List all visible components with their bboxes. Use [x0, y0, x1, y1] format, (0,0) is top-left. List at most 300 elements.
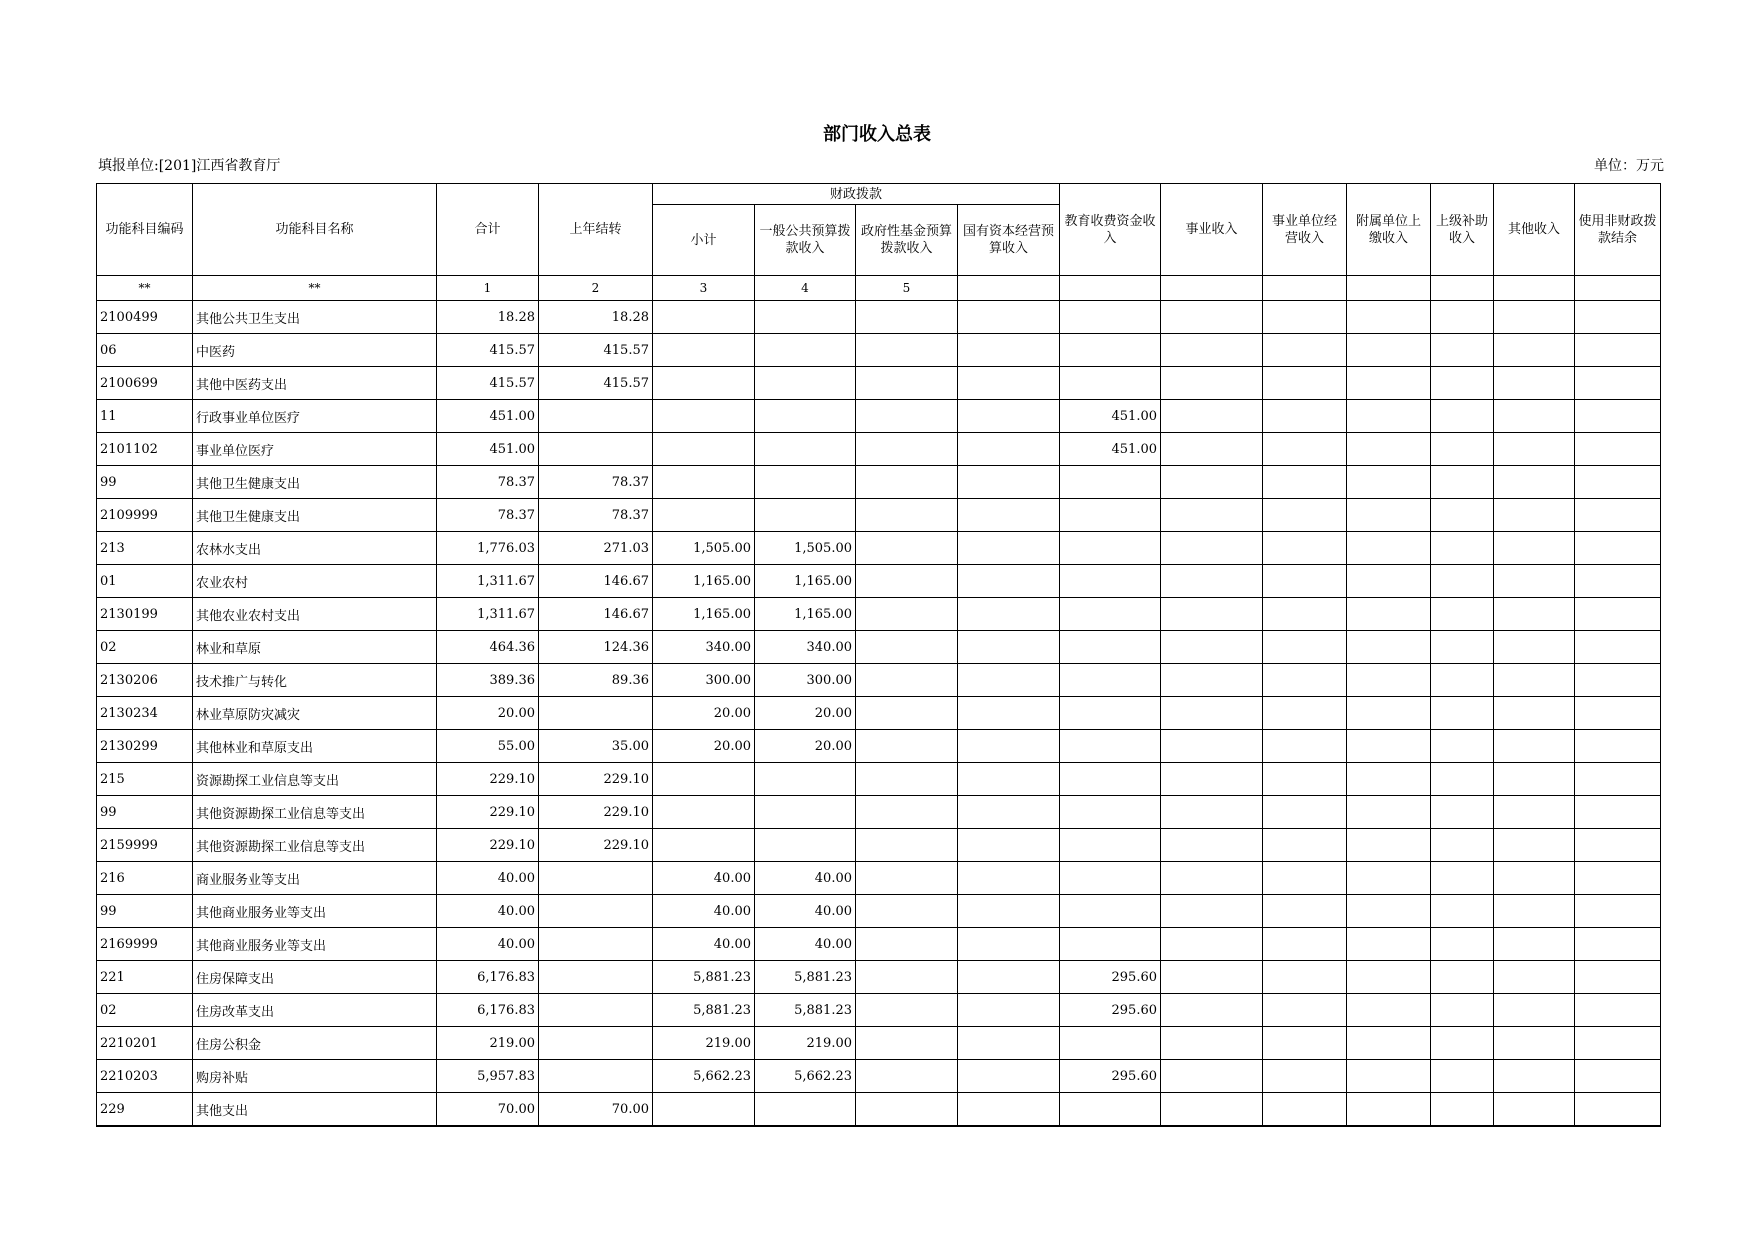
- amount-cell-total: 5,957.83: [437, 1060, 539, 1093]
- amount-cell-total: 219.00: [437, 1027, 539, 1060]
- amount-cell-oper: [1263, 961, 1347, 994]
- amount-cell-fund: [856, 367, 958, 400]
- amount-cell-oper: [1263, 598, 1347, 631]
- amount-cell-total: 18.28: [437, 301, 539, 334]
- function-name-cell: 住房公积金: [193, 1027, 437, 1060]
- index-cell: [1161, 276, 1263, 301]
- amount-cell-oper: [1263, 532, 1347, 565]
- header-subtotal: 小计: [653, 205, 755, 276]
- amount-cell-capital: [958, 730, 1060, 763]
- amount-cell-subtotal: 20.00: [653, 697, 755, 730]
- amount-cell-carryover: 89.36: [539, 664, 653, 697]
- index-cell: 1: [437, 276, 539, 301]
- amount-cell-fund: [856, 1027, 958, 1060]
- amount-cell-total: 229.10: [437, 829, 539, 862]
- function-code-cell: 2130299: [97, 730, 193, 763]
- amount-cell-edu: [1060, 829, 1161, 862]
- amount-cell-subtotal: 5,881.23: [653, 961, 755, 994]
- function-code-cell: 06: [97, 334, 193, 367]
- amount-cell-total: 40.00: [437, 862, 539, 895]
- amount-cell-capital: [958, 862, 1060, 895]
- amount-cell-biz: [1161, 1027, 1263, 1060]
- amount-cell-other: [1494, 400, 1575, 433]
- amount-cell-general: 1,165.00: [755, 598, 856, 631]
- amount-cell-other: [1494, 730, 1575, 763]
- index-cell: 3: [653, 276, 755, 301]
- function-code-cell: 99: [97, 895, 193, 928]
- amount-cell-fund: [856, 532, 958, 565]
- amount-cell-total: 464.36: [437, 631, 539, 664]
- amount-cell-biz: [1161, 631, 1263, 664]
- amount-cell-sub: [1347, 895, 1431, 928]
- amount-cell-edu: 295.60: [1060, 994, 1161, 1027]
- table-row: [97, 334, 1661, 367]
- header-state-capital: 国有资本经营预算收入: [958, 205, 1060, 276]
- amount-cell-capital: [958, 763, 1060, 796]
- amount-cell-nonfis: [1575, 1093, 1661, 1127]
- header-edu-fee: 教育收费资金收入: [1060, 184, 1161, 276]
- amount-cell-subtotal: 1,505.00: [653, 532, 755, 565]
- amount-cell-general: [755, 466, 856, 499]
- amount-cell-edu: [1060, 367, 1161, 400]
- amount-cell-nonfis: [1575, 763, 1661, 796]
- header-subsidiary: 附属单位上缴收入: [1347, 184, 1431, 276]
- amount-cell-subtotal: 40.00: [653, 862, 755, 895]
- amount-cell-biz: [1161, 1093, 1263, 1127]
- function-code-cell: 2100499: [97, 301, 193, 334]
- amount-cell-subtotal: [653, 1093, 755, 1127]
- function-code-cell: 2130234: [97, 697, 193, 730]
- amount-cell-general: [755, 499, 856, 532]
- amount-cell-subtotal: 219.00: [653, 1027, 755, 1060]
- function-name-cell: 其他资源勘探工业信息等支出: [193, 796, 437, 829]
- table-row: [97, 730, 1661, 763]
- function-name-cell: 其他公共卫生支出: [193, 301, 437, 334]
- amount-cell-oper: [1263, 829, 1347, 862]
- table-row: [97, 895, 1661, 928]
- amount-cell-other: [1494, 829, 1575, 862]
- amount-cell-oper: [1263, 466, 1347, 499]
- index-cell: 4: [755, 276, 856, 301]
- amount-cell-subtotal: [653, 433, 755, 466]
- amount-cell-general: 40.00: [755, 895, 856, 928]
- function-code-cell: 2130199: [97, 598, 193, 631]
- amount-cell-fund: [856, 433, 958, 466]
- amount-cell-fund: [856, 928, 958, 961]
- amount-cell-subtotal: 40.00: [653, 928, 755, 961]
- amount-cell-biz: [1161, 565, 1263, 598]
- amount-cell-sub: [1347, 565, 1431, 598]
- amount-cell-capital: [958, 1060, 1060, 1093]
- table-row: [97, 664, 1661, 697]
- amount-cell-carryover: 124.36: [539, 631, 653, 664]
- amount-cell-general: [755, 400, 856, 433]
- amount-cell-oper: [1263, 367, 1347, 400]
- amount-cell-edu: [1060, 598, 1161, 631]
- index-cell: [1347, 276, 1431, 301]
- amount-cell-edu: [1060, 862, 1161, 895]
- amount-cell-biz: [1161, 994, 1263, 1027]
- table-row: [97, 796, 1661, 829]
- amount-cell-other: [1494, 466, 1575, 499]
- amount-cell-edu: 295.60: [1060, 961, 1161, 994]
- function-code-cell: 213: [97, 532, 193, 565]
- amount-cell-nonfis: [1575, 895, 1661, 928]
- amount-cell-carryover: 146.67: [539, 565, 653, 598]
- amount-cell-biz: [1161, 697, 1263, 730]
- amount-cell-sub: [1347, 994, 1431, 1027]
- amount-cell-total: 78.37: [437, 499, 539, 532]
- amount-cell-capital: [958, 664, 1060, 697]
- amount-cell-oper: [1263, 664, 1347, 697]
- header-carryover: 上年结转: [539, 184, 653, 276]
- table-row: [97, 367, 1661, 400]
- amount-cell-other: [1494, 862, 1575, 895]
- amount-cell-capital: [958, 1093, 1060, 1127]
- amount-cell-capital: [958, 697, 1060, 730]
- function-name-cell: 其他支出: [193, 1093, 437, 1127]
- amount-cell-fund: [856, 499, 958, 532]
- amount-cell-total: 229.10: [437, 763, 539, 796]
- index-cell: [1431, 276, 1494, 301]
- amount-cell-general: [755, 433, 856, 466]
- amount-cell-edu: [1060, 334, 1161, 367]
- amount-cell-subtotal: [653, 301, 755, 334]
- amount-cell-total: 40.00: [437, 895, 539, 928]
- amount-cell-capital: [958, 565, 1060, 598]
- amount-cell-capital: [958, 499, 1060, 532]
- amount-cell-carryover: 78.37: [539, 466, 653, 499]
- amount-cell-total: 415.57: [437, 367, 539, 400]
- amount-cell-other: [1494, 565, 1575, 598]
- currency-unit: 单位：万元: [1594, 158, 1664, 174]
- amount-cell-biz: [1161, 895, 1263, 928]
- function-name-cell: 中医药: [193, 334, 437, 367]
- header-name: 功能科目名称: [193, 184, 437, 276]
- amount-cell-nonfis: [1575, 598, 1661, 631]
- function-code-cell: 2169999: [97, 928, 193, 961]
- amount-cell-carryover: 78.37: [539, 499, 653, 532]
- amount-cell-edu: [1060, 697, 1161, 730]
- amount-cell-biz: [1161, 334, 1263, 367]
- amount-cell-sup: [1431, 895, 1494, 928]
- amount-cell-other: [1494, 367, 1575, 400]
- amount-cell-sub: [1347, 598, 1431, 631]
- index-cell: [1494, 276, 1575, 301]
- amount-cell-fund: [856, 1060, 958, 1093]
- function-code-cell: 2210201: [97, 1027, 193, 1060]
- index-cell: 2: [539, 276, 653, 301]
- amount-cell-edu: [1060, 796, 1161, 829]
- function-name-cell: 商业服务业等支出: [193, 862, 437, 895]
- amount-cell-total: 6,176.83: [437, 961, 539, 994]
- amount-cell-edu: 451.00: [1060, 400, 1161, 433]
- amount-cell-total: 70.00: [437, 1093, 539, 1127]
- amount-cell-other: [1494, 1060, 1575, 1093]
- amount-cell-biz: [1161, 598, 1263, 631]
- function-name-cell: 住房改革支出: [193, 994, 437, 1027]
- amount-cell-fund: [856, 400, 958, 433]
- amount-cell-fund: [856, 466, 958, 499]
- amount-cell-fund: [856, 598, 958, 631]
- amount-cell-sup: [1431, 334, 1494, 367]
- amount-cell-sub: [1347, 499, 1431, 532]
- amount-cell-general: [755, 367, 856, 400]
- amount-cell-sub: [1347, 664, 1431, 697]
- amount-cell-subtotal: 1,165.00: [653, 598, 755, 631]
- function-name-cell: 农业农村: [193, 565, 437, 598]
- function-name-cell: 其他商业服务业等支出: [193, 895, 437, 928]
- amount-cell-biz: [1161, 664, 1263, 697]
- amount-cell-fund: [856, 829, 958, 862]
- function-code-cell: 2100699: [97, 367, 193, 400]
- amount-cell-oper: [1263, 862, 1347, 895]
- function-name-cell: 技术推广与转化: [193, 664, 437, 697]
- amount-cell-nonfis: [1575, 697, 1661, 730]
- page-title: 部门收入总表: [823, 124, 931, 145]
- index-cell: [1575, 276, 1661, 301]
- table-row: [97, 499, 1661, 532]
- amount-cell-fund: [856, 796, 958, 829]
- header-total: 合计: [437, 184, 539, 276]
- amount-cell-fund: [856, 763, 958, 796]
- amount-cell-carryover: [539, 400, 653, 433]
- header-general-budget: 一般公共预算拨款收入: [755, 205, 856, 276]
- amount-cell-biz: [1161, 1060, 1263, 1093]
- table-row: [97, 697, 1661, 730]
- amount-cell-biz: [1161, 961, 1263, 994]
- function-name-cell: 其他商业服务业等支出: [193, 928, 437, 961]
- amount-cell-oper: [1263, 697, 1347, 730]
- amount-cell-general: 20.00: [755, 730, 856, 763]
- amount-cell-capital: [958, 334, 1060, 367]
- amount-cell-sup: [1431, 301, 1494, 334]
- function-code-cell: 02: [97, 994, 193, 1027]
- amount-cell-sub: [1347, 796, 1431, 829]
- table-row: [97, 829, 1661, 862]
- amount-cell-nonfis: [1575, 367, 1661, 400]
- amount-cell-oper: [1263, 796, 1347, 829]
- amount-cell-biz: [1161, 301, 1263, 334]
- amount-cell-total: 1,311.67: [437, 565, 539, 598]
- amount-cell-capital: [958, 301, 1060, 334]
- amount-cell-fund: [856, 730, 958, 763]
- amount-cell-sub: [1347, 829, 1431, 862]
- amount-cell-total: 6,176.83: [437, 994, 539, 1027]
- amount-cell-other: [1494, 961, 1575, 994]
- amount-cell-capital: [958, 466, 1060, 499]
- function-code-cell: 215: [97, 763, 193, 796]
- function-name-cell: 其他资源勘探工业信息等支出: [193, 829, 437, 862]
- amount-cell-biz: [1161, 730, 1263, 763]
- amount-cell-biz: [1161, 367, 1263, 400]
- amount-cell-nonfis: [1575, 994, 1661, 1027]
- amount-cell-carryover: 271.03: [539, 532, 653, 565]
- amount-cell-sup: [1431, 862, 1494, 895]
- amount-cell-oper: [1263, 994, 1347, 1027]
- amount-cell-carryover: 229.10: [539, 796, 653, 829]
- amount-cell-total: 451.00: [437, 433, 539, 466]
- amount-cell-general: 219.00: [755, 1027, 856, 1060]
- table-row: [97, 961, 1661, 994]
- amount-cell-general: 5,881.23: [755, 961, 856, 994]
- function-name-cell: 其他农业农村支出: [193, 598, 437, 631]
- amount-cell-edu: [1060, 565, 1161, 598]
- amount-cell-other: [1494, 697, 1575, 730]
- function-code-cell: 99: [97, 796, 193, 829]
- amount-cell-sup: [1431, 367, 1494, 400]
- amount-cell-fund: [856, 565, 958, 598]
- amount-cell-capital: [958, 631, 1060, 664]
- amount-cell-carryover: [539, 961, 653, 994]
- function-code-cell: 11: [97, 400, 193, 433]
- amount-cell-carryover: [539, 994, 653, 1027]
- amount-cell-capital: [958, 994, 1060, 1027]
- amount-cell-total: 389.36: [437, 664, 539, 697]
- amount-cell-biz: [1161, 433, 1263, 466]
- amount-cell-sup: [1431, 697, 1494, 730]
- function-name-cell: 林业和草原: [193, 631, 437, 664]
- amount-cell-carryover: 35.00: [539, 730, 653, 763]
- amount-cell-total: 229.10: [437, 796, 539, 829]
- amount-cell-nonfis: [1575, 301, 1661, 334]
- function-name-cell: 事业单位医疗: [193, 433, 437, 466]
- amount-cell-capital: [958, 1027, 1060, 1060]
- amount-cell-other: [1494, 532, 1575, 565]
- amount-cell-general: [755, 334, 856, 367]
- amount-cell-other: [1494, 928, 1575, 961]
- amount-cell-oper: [1263, 763, 1347, 796]
- amount-cell-fund: [856, 697, 958, 730]
- function-code-cell: 216: [97, 862, 193, 895]
- amount-cell-oper: [1263, 433, 1347, 466]
- function-code-cell: 221: [97, 961, 193, 994]
- amount-cell-capital: [958, 928, 1060, 961]
- amount-cell-biz: [1161, 466, 1263, 499]
- function-code-cell: 2109999: [97, 499, 193, 532]
- amount-cell-sup: [1431, 961, 1494, 994]
- amount-cell-edu: [1060, 466, 1161, 499]
- amount-cell-sub: [1347, 631, 1431, 664]
- header-other-income: 其他收入: [1494, 184, 1575, 276]
- amount-cell-nonfis: [1575, 862, 1661, 895]
- amount-cell-edu: [1060, 301, 1161, 334]
- amount-cell-sup: [1431, 730, 1494, 763]
- amount-cell-nonfis: [1575, 928, 1661, 961]
- table-row: [97, 400, 1661, 433]
- amount-cell-biz: [1161, 928, 1263, 961]
- amount-cell-edu: 295.60: [1060, 1060, 1161, 1093]
- index-cell: [1060, 276, 1161, 301]
- amount-cell-sup: [1431, 994, 1494, 1027]
- amount-cell-total: 20.00: [437, 697, 539, 730]
- amount-cell-sub: [1347, 1027, 1431, 1060]
- amount-cell-carryover: 18.28: [539, 301, 653, 334]
- amount-cell-sup: [1431, 928, 1494, 961]
- header-gov-fund: 政府性基金预算拨款收入: [856, 205, 958, 276]
- table-row: [97, 1093, 1661, 1127]
- amount-cell-general: 1,165.00: [755, 565, 856, 598]
- amount-cell-sup: [1431, 1093, 1494, 1127]
- amount-cell-carryover: 70.00: [539, 1093, 653, 1127]
- amount-cell-nonfis: [1575, 400, 1661, 433]
- index-cell: 5: [856, 276, 958, 301]
- amount-cell-capital: [958, 829, 1060, 862]
- amount-cell-oper: [1263, 730, 1347, 763]
- amount-cell-other: [1494, 796, 1575, 829]
- table-row: [97, 532, 1661, 565]
- amount-cell-fund: [856, 862, 958, 895]
- index-cell: [1263, 276, 1347, 301]
- function-code-cell: 01: [97, 565, 193, 598]
- amount-cell-sup: [1431, 1027, 1494, 1060]
- amount-cell-biz: [1161, 829, 1263, 862]
- amount-cell-subtotal: 20.00: [653, 730, 755, 763]
- amount-cell-oper: [1263, 499, 1347, 532]
- amount-cell-oper: [1263, 631, 1347, 664]
- amount-cell-carryover: [539, 928, 653, 961]
- function-name-cell: 其他林业和草原支出: [193, 730, 437, 763]
- amount-cell-carryover: [539, 1027, 653, 1060]
- amount-cell-total: 1,311.67: [437, 598, 539, 631]
- header-superior-subsidy: 上级补助收入: [1431, 184, 1494, 276]
- amount-cell-subtotal: [653, 796, 755, 829]
- amount-cell-other: [1494, 763, 1575, 796]
- function-code-cell: 02: [97, 631, 193, 664]
- amount-cell-sup: [1431, 532, 1494, 565]
- amount-cell-general: 340.00: [755, 631, 856, 664]
- amount-cell-other: [1494, 1093, 1575, 1127]
- amount-cell-other: [1494, 334, 1575, 367]
- amount-cell-nonfis: [1575, 730, 1661, 763]
- amount-cell-capital: [958, 532, 1060, 565]
- amount-cell-edu: [1060, 763, 1161, 796]
- amount-cell-sub: [1347, 1093, 1431, 1127]
- amount-cell-fund: [856, 961, 958, 994]
- amount-cell-nonfis: [1575, 829, 1661, 862]
- amount-cell-other: [1494, 895, 1575, 928]
- amount-cell-fund: [856, 334, 958, 367]
- amount-cell-subtotal: 300.00: [653, 664, 755, 697]
- amount-cell-oper: [1263, 1060, 1347, 1093]
- table-row: [97, 994, 1661, 1027]
- amount-cell-general: [755, 796, 856, 829]
- function-code-cell: 2159999: [97, 829, 193, 862]
- amount-cell-biz: [1161, 796, 1263, 829]
- amount-cell-sub: [1347, 730, 1431, 763]
- function-code-cell: 99: [97, 466, 193, 499]
- amount-cell-nonfis: [1575, 499, 1661, 532]
- function-name-cell: 其他卫生健康支出: [193, 466, 437, 499]
- amount-cell-sup: [1431, 829, 1494, 862]
- amount-cell-total: 451.00: [437, 400, 539, 433]
- amount-cell-general: 20.00: [755, 697, 856, 730]
- amount-cell-sup: [1431, 499, 1494, 532]
- amount-cell-total: 55.00: [437, 730, 539, 763]
- amount-cell-sup: [1431, 433, 1494, 466]
- function-name-cell: 行政事业单位医疗: [193, 400, 437, 433]
- function-name-cell: 购房补贴: [193, 1060, 437, 1093]
- amount-cell-total: 415.57: [437, 334, 539, 367]
- amount-cell-sup: [1431, 763, 1494, 796]
- function-name-cell: 住房保障支出: [193, 961, 437, 994]
- amount-cell-fund: [856, 895, 958, 928]
- amount-cell-carryover: 229.10: [539, 829, 653, 862]
- amount-cell-general: 5,662.23: [755, 1060, 856, 1093]
- amount-cell-nonfis: [1575, 433, 1661, 466]
- column-index-row: [97, 276, 1661, 301]
- amount-cell-carryover: 415.57: [539, 334, 653, 367]
